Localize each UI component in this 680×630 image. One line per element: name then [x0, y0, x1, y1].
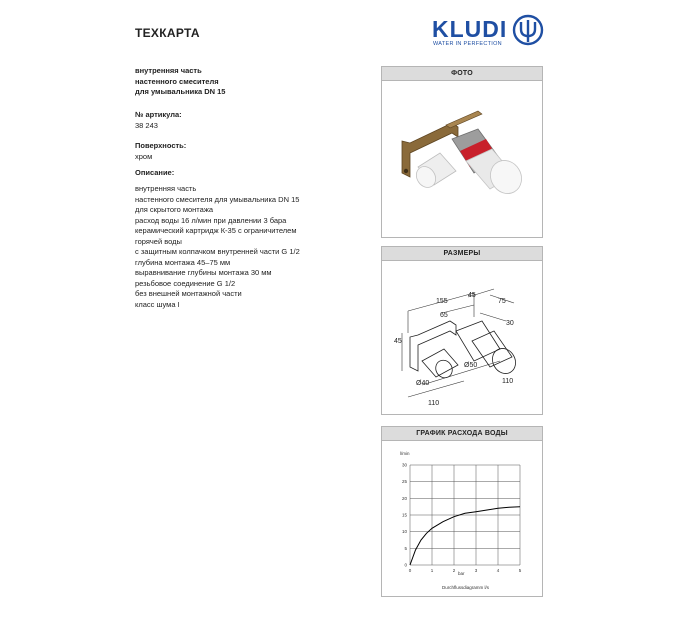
dimension-45-top: 45 — [468, 292, 476, 299]
description-line: для скрытого монтажа — [135, 205, 214, 214]
description-line: выравнивание глубины монтажа 30 мм — [135, 268, 272, 277]
dimension-30: 30 — [506, 320, 514, 327]
surface-label: Поверхность: — [135, 141, 187, 150]
y-tick-label: 20 — [401, 495, 407, 501]
surface-value: хром — [135, 151, 153, 161]
article-block — [135, 110, 360, 131]
logo-tagline: WATER IN PERFECTION — [433, 41, 502, 47]
dimension-45-left: 45 — [394, 338, 402, 345]
dimension-75: 75 — [498, 298, 506, 305]
y-tick-label: 25 — [401, 479, 407, 485]
flow-series-line — [410, 507, 520, 565]
y-axis-label: l/min — [400, 451, 410, 456]
x-tick-label: 4 — [496, 568, 500, 573]
description-line: керамический картридж К-35 с ограничителем — [135, 226, 297, 235]
y-tick-label: 0 — [404, 562, 407, 568]
dimension-110-bottom: 110 — [428, 400, 440, 407]
flow-chart — [382, 441, 542, 596]
photo-panel — [381, 66, 543, 238]
logo-wordmark: KLUDI — [432, 16, 508, 42]
dimension-drawing — [382, 261, 542, 414]
description-line: глубина монтажа 45–75 мм — [135, 257, 231, 267]
x-axis-label: bar — [458, 571, 465, 576]
description-line: настенного смесителя для умывальника DN 15 — [135, 194, 300, 204]
dimension-110-right: 110 — [502, 378, 514, 385]
kludi-logo — [432, 14, 547, 50]
x-tick-label: 1 — [430, 568, 434, 573]
kludi-emblem-icon — [512, 14, 544, 46]
description-line: без внешней монтажной части — [135, 289, 242, 298]
dimension-diameter-40: Ø40 — [416, 380, 430, 387]
flow-chart-panel — [381, 426, 543, 597]
product-name-line: для умывальника DN 15 — [135, 87, 226, 96]
surface-block — [135, 141, 360, 162]
product-photo — [382, 81, 542, 237]
x-tick-label: 2 — [452, 568, 456, 573]
dimension-155: 155 — [436, 298, 448, 305]
description-line: расход воды 16 л/мин при давлении 3 бара — [135, 215, 287, 225]
x-tick-label: 3 — [474, 568, 478, 573]
description-line: класс шума I — [135, 299, 180, 309]
dimensions-panel — [381, 246, 543, 415]
dimensions-panel-title: РАЗМЕРЫ — [382, 247, 542, 261]
y-tick-label: 5 — [404, 545, 407, 551]
y-tick-label: 10 — [401, 529, 407, 535]
product-name — [135, 66, 360, 98]
description-line: горячей воды — [135, 236, 182, 246]
description-label: Описание: — [135, 168, 175, 177]
article-label: № артикула: — [135, 110, 182, 119]
description-list — [135, 184, 360, 310]
chart-footnote: Durchflussdiagramm l/s — [442, 585, 490, 590]
product-name-line: внутренняя часть — [135, 66, 202, 75]
document-title: ТЕХКАРТА — [135, 26, 200, 40]
article-value: 38 243 — [135, 120, 158, 130]
description-line: резьбовое соединение G 1/2 — [135, 278, 236, 288]
dimension-diameter-50: Ø50 — [464, 362, 478, 369]
description-line: с защитным колпачком внутренней части G 1/2 — [135, 247, 300, 256]
photo-panel-title: ФОТО — [382, 67, 542, 81]
dimension-65: 65 — [440, 312, 448, 319]
y-tick-label: 30 — [401, 462, 407, 468]
y-tick-label: 15 — [401, 512, 407, 518]
x-tick-label: 5 — [518, 568, 522, 573]
flow-chart-title: ГРАФИК РАСХОДА ВОДЫ — [382, 427, 542, 441]
description-line: внутренняя часть — [135, 184, 197, 193]
x-tick-label: 0 — [408, 568, 412, 573]
product-name-line: настенного смесителя — [135, 76, 219, 86]
